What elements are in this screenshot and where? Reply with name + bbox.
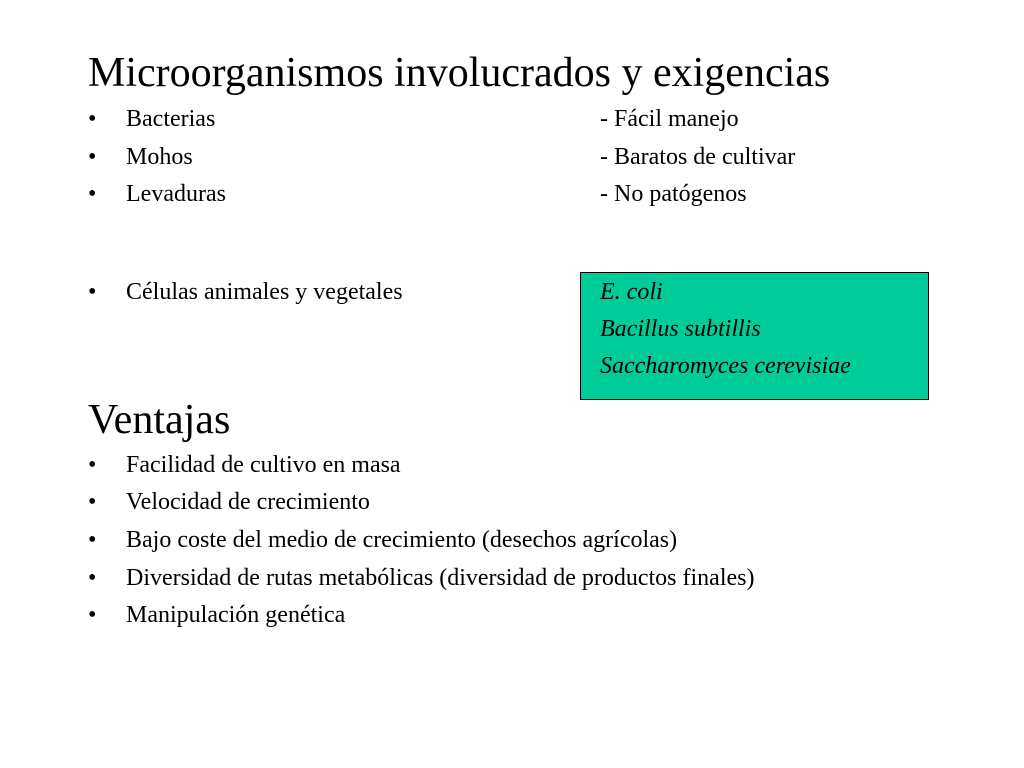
list-item-label: Velocidad de crecimiento <box>126 489 370 515</box>
bullet: • <box>88 144 97 170</box>
organism-name: E. coli <box>600 279 663 305</box>
bullet: • <box>88 602 97 628</box>
list-item-label: Mohos <box>126 144 193 170</box>
list-item-label: Células animales y vegetales <box>126 279 403 305</box>
section-title-ventajas: Ventajas <box>88 397 231 443</box>
bullet: • <box>88 181 97 207</box>
list-item-label: Diversidad de rutas metabólicas (diversidad de productos finales) <box>126 565 755 591</box>
list-item-label: Facilidad de cultivo en masa <box>126 452 401 478</box>
list-item-label: Bajo coste del medio de crecimiento (desechos agrícolas) <box>126 527 678 553</box>
bullet: • <box>88 489 97 515</box>
list-item-label: Manipulación genética <box>126 602 346 628</box>
slide-title: Microorganismos involucrados y exigencias <box>88 50 831 96</box>
organism-name: Saccharomyces cerevisiae <box>600 353 851 379</box>
bullet: • <box>88 106 97 132</box>
bullet: • <box>88 527 97 553</box>
requirement-text: - No patógenos <box>600 181 747 207</box>
list-item-label: Bacterias <box>126 106 216 132</box>
requirement-text: - Fácil manejo <box>600 106 739 132</box>
requirement-text: - Baratos de cultivar <box>600 144 796 170</box>
bullet: • <box>88 279 97 305</box>
bullet: • <box>88 565 97 591</box>
list-item-label: Levaduras <box>126 181 226 207</box>
organism-name: Bacillus subtillis <box>600 316 761 342</box>
bullet: • <box>88 452 97 478</box>
